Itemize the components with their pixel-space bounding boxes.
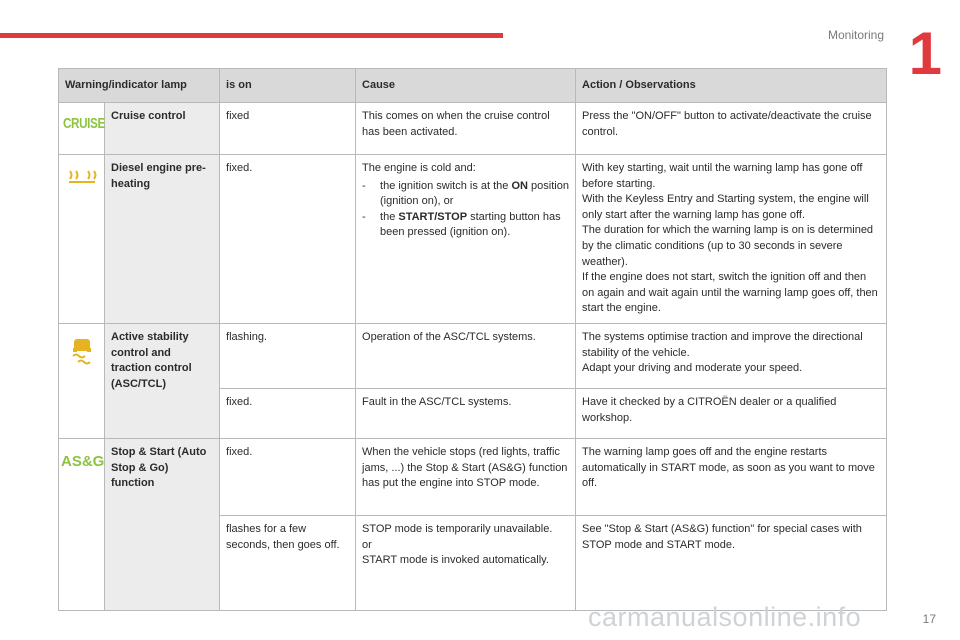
lamp-action: Press the "ON/OFF" button to activate/deactivate the cruise control.	[576, 103, 887, 155]
section-title: Monitoring	[827, 28, 884, 42]
action-paragraph: With the Keyless Entry and Starting system, the engine will only start after the warning lamp has gone off.	[582, 193, 869, 221]
lamp-state: fixed.	[220, 389, 356, 439]
chapter-number: 1	[908, 20, 942, 87]
lamp-action: The warning lamp goes off and the engine restarts automatically in START mode, as soon as you want to move off.	[576, 439, 887, 516]
action-paragraph: With key starting, wait until the warning lamp has gone off before starting.	[582, 162, 863, 190]
header-red-bar	[0, 33, 503, 38]
action-paragraph: The systems optimise traction and improve the directional stability of the vehicle.	[582, 331, 863, 359]
lamp-state: fixed.	[220, 155, 356, 324]
table-row	[59, 324, 887, 389]
cruise-icon: CRUISE	[63, 115, 105, 132]
lamp-cause: Fault in the ASC/TCL systems.	[356, 389, 576, 439]
lamp-action	[576, 155, 887, 324]
lamp-state: flashing.	[220, 324, 356, 389]
stopstart-icon-cell	[59, 439, 105, 611]
column-header-action: Action / Observations	[576, 69, 887, 103]
action-paragraph: Adapt your driving and moderate your speed.	[582, 362, 803, 375]
lamp-state: fixed	[220, 103, 356, 155]
column-header-lamp: Warning/indicator lamp	[59, 69, 220, 103]
lamp-action: Have it checked by a CITROËN dealer or a qualified workshop.	[576, 389, 887, 439]
cause-paragraph: STOP mode is temporarily unavailable.	[362, 523, 553, 536]
lamp-name: Cruise control	[105, 103, 220, 155]
glow-plug-icon	[67, 167, 97, 185]
lamp-action: See "Stop & Start (AS&G) function" for special cases with STOP mode and START mode.	[576, 516, 887, 611]
asg-icon: AS&G	[61, 453, 105, 471]
lamp-cause	[356, 155, 576, 324]
table-row	[59, 439, 887, 516]
lamp-cause	[356, 516, 576, 611]
cruise-icon-cell	[59, 103, 105, 155]
table-row	[59, 103, 887, 155]
lamp-action	[576, 324, 887, 389]
action-paragraph: If the engine does not start, switch the ignition off and then on again and wait again until the warning lamp goes off, then start the engine.	[582, 271, 878, 315]
warning-lamp-table	[58, 68, 887, 611]
column-header-is-on: is on	[220, 69, 356, 103]
lamp-cause: Operation of the ASC/TCL systems.	[356, 324, 576, 389]
list-item: - the ignition switch is at the ON position (ignition on), or	[362, 179, 569, 210]
asc-icon-cell	[59, 324, 105, 439]
watermark: carmanualsonline.info	[588, 602, 862, 632]
cause-list	[362, 179, 569, 241]
lamp-name: Stop & Start (Auto Stop & Go) function	[105, 439, 220, 611]
table-row	[59, 155, 887, 324]
lamp-name: Active stability control and traction control (ASC/TCL)	[105, 324, 220, 439]
cause-paragraph: START mode is invoked automatically.	[362, 554, 549, 567]
lamp-cause: This comes on when the cruise control has been activated.	[356, 103, 576, 155]
lamp-name: Diesel engine pre-heating	[105, 155, 220, 324]
lamp-state: flashes for a few seconds, then goes off.	[220, 516, 356, 611]
column-header-cause: Cause	[356, 69, 576, 103]
action-paragraph: The duration for which the warning lamp is on is determined by the climatic conditions (up to 30 seconds in severe weather).	[582, 224, 874, 268]
table-header-row	[59, 69, 887, 103]
list-item: - the START/STOP starting button has been pressed (ignition on).	[362, 210, 569, 241]
cause-paragraph: or	[362, 538, 372, 551]
lamp-cause: When the vehicle stops (red lights, traffic jams, ...) the Stop & Start (AS&G) function has put the engine into STOP mode.	[356, 439, 576, 516]
preheat-icon-cell	[59, 155, 105, 324]
skidding-car-icon	[69, 336, 95, 366]
cause-intro: The engine is cold and:	[362, 162, 476, 174]
page-number: 17	[922, 612, 936, 626]
lamp-state: fixed.	[220, 439, 356, 516]
